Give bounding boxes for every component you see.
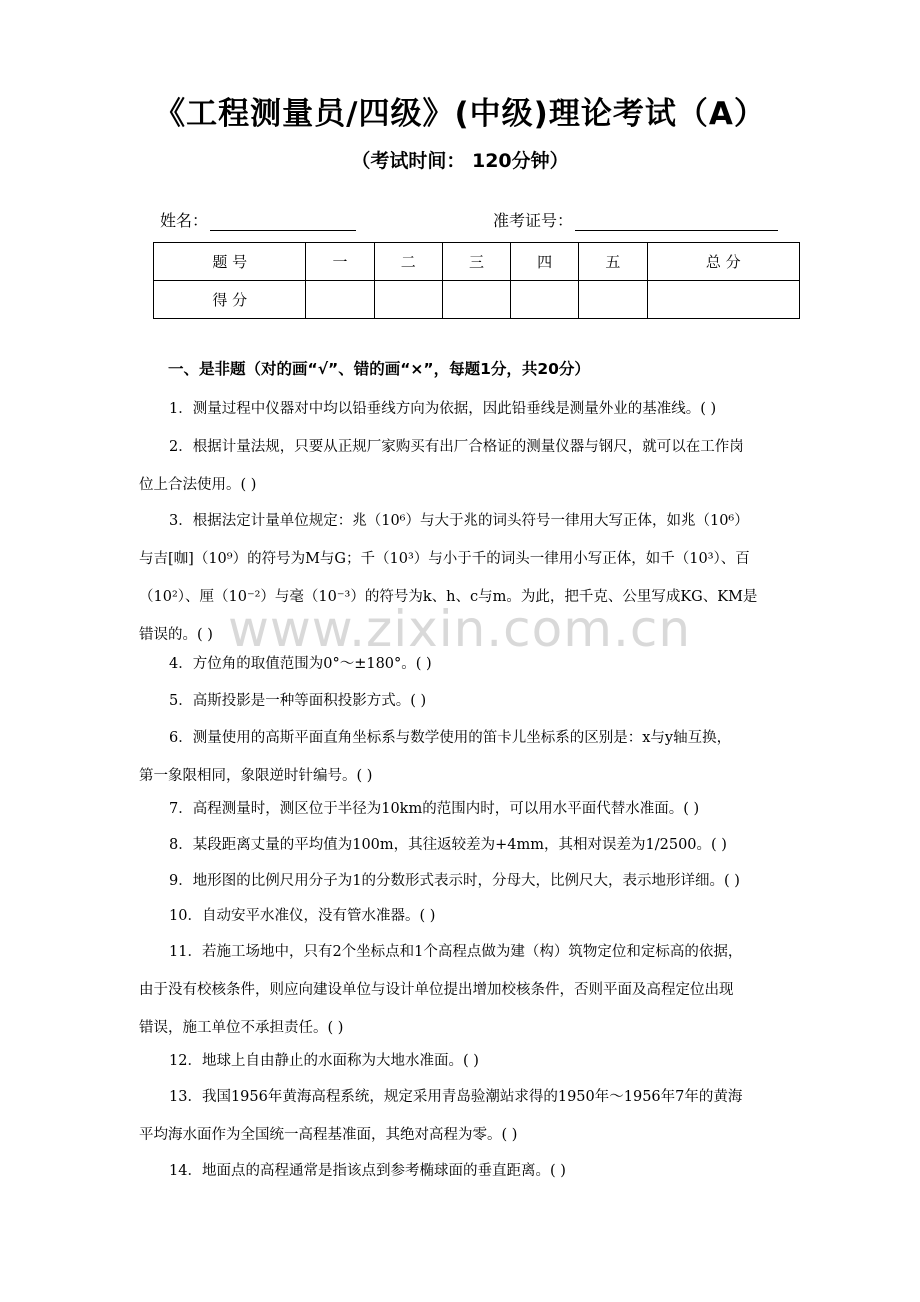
question-text: 5．高斯投影是一种等面积投影方式。( ) [169,693,427,709]
score-cell[interactable] [374,281,442,319]
score-cell[interactable] [511,281,579,319]
question-text: 位上合法使用。( ) [139,477,257,493]
score-row-label: 得 分 [154,281,306,319]
question-12 [139,1042,809,1080]
score-header-cell: 五 [579,243,647,281]
exam-title: 《工程测量员/四级》(中级)理论考试（A） [154,96,766,132]
question-1 [139,390,809,428]
score-table-score-row [154,281,800,319]
question-text: 与吉[咖]（10⁹）的符号为M与G；千（10³）与小于千的词头一律用小写正体，如千（10³）、百 [139,551,750,567]
score-header-cell: 二 [374,243,442,281]
exam-duration: （考试时间： 120分钟） [351,150,569,172]
question-2 [139,428,809,504]
score-cell[interactable] [579,281,647,319]
question-text: 第一象限相同，象限逆时针编号。( ) [139,768,373,784]
question-6 [139,719,809,795]
question-text: 4．方位角的取值范围为0°～±180°。( ) [169,656,432,672]
question-text: 1．测量过程中仪器对中均以铅垂线方向为依据，因此铅垂线是测量外业的基准线。( ) [169,401,717,417]
question-5 [139,682,809,720]
question-text: 由于没有校核条件，则应向建设单位与设计单位提出增加校核条件，否则平面及高程定位出现 [139,982,734,998]
question-9 [139,862,809,900]
score-table [153,242,800,319]
question-10 [139,897,809,935]
question-text: 8．某段距离丈量的平均值为100m，其往返较差为+4mm，其相对误差为1/2500。( ) [169,837,727,853]
question-8 [139,826,809,864]
exam-id-blank[interactable] [575,212,778,231]
question-text: 6．测量使用的高斯平面直角坐标系与数学使用的笛卡儿坐标系的区别是：x与y轴互换， [169,730,732,746]
question-text: 平均海水面作为全国统一高程基准面，其绝对高程为零。( ) [139,1127,518,1143]
question-14 [139,1152,809,1190]
score-cell[interactable] [306,281,374,319]
name-label: 姓名： [160,211,209,230]
question-11 [139,933,809,1047]
question-text: 9．地形图的比例尺用分子为1的分数形式表示时，分母大，比例尺大，表示地形详细。( ) [169,873,740,889]
score-cell[interactable] [647,281,799,319]
score-header-cell: 题 号 [154,243,306,281]
question-text: 7．高程测量时，测区位于半径为10km的范围内时，可以用水平面代替水准面。( ) [169,801,700,817]
question-text: 2．根据计量法规，只要从正规厂家购买有出厂合格证的测量仪器与钢尺，就可以在工作岗 [169,439,744,455]
name-blank[interactable] [210,212,356,231]
question-text: 错误，施工单位不承担责任。( ) [139,1020,344,1036]
exam-id-field [493,208,778,231]
score-header-cell: 一 [306,243,374,281]
score-header-cell: 四 [511,243,579,281]
exam-id-label: 准考证号： [493,211,574,230]
question-text: 13．我国1956年黄海高程系统，规定采用青岛验潮站求得的1950年～1956年7年的黄海 [169,1089,743,1105]
question-text: 12．地球上自由静止的水面称为大地水准面。( ) [169,1053,479,1069]
name-field [160,208,356,231]
question-text: 11．若施工场地中，只有2个坐标点和1个高程点做为建（构）筑物定位和定标高的依据， [169,944,743,960]
score-header-cell: 三 [442,243,510,281]
question-text: 3．根据法定计量单位规定：兆（10⁶）与大于兆的词头符号一律用大写正体，如兆（10⁶） [169,513,749,529]
question-text: 10．自动安平水准仪，没有管水准器。( ) [169,908,436,924]
site-watermark: www.zixin.com.cn [228,600,692,658]
question-text: 14．地面点的高程通常是指该点到参考椭球面的垂直距离。( ) [169,1163,566,1179]
score-header-cell: 总 分 [647,243,799,281]
question-13 [139,1078,809,1154]
question-text: 错误的。( ) [139,627,213,643]
question-text: （10²）、厘（10⁻²）与毫（10⁻³）的符号为k、h、c与m。为此，把千克、公里写成KG、KM是 [139,589,758,605]
question-7 [139,790,809,828]
section-heading-true-false: 一、是非题（对的画“√”、错的画“×”，每题1分，共20分） [168,360,590,378]
score-cell[interactable] [442,281,510,319]
score-table-header-row [154,243,800,281]
